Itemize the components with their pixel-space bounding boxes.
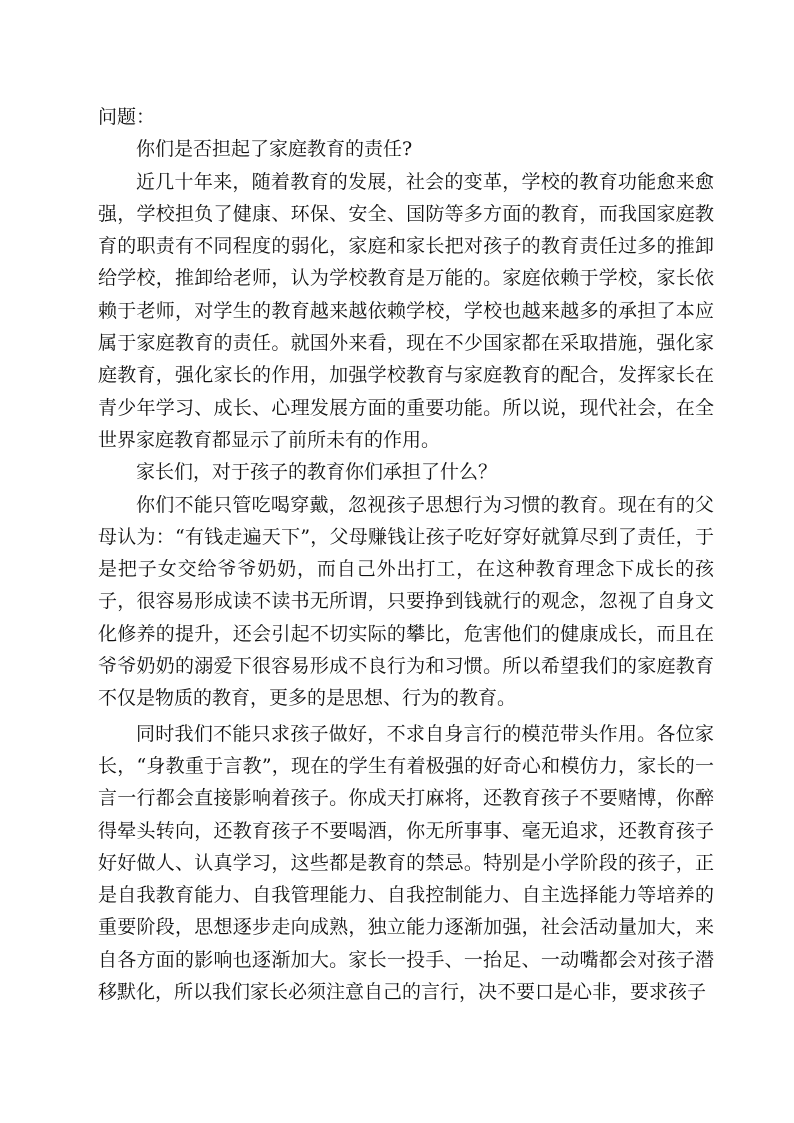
paragraph-question-2: 家长们，对于孩子的教育你们承担了什么？: [136, 461, 498, 484]
section-heading: 问题：: [98, 106, 156, 128]
paragraph-role-model: 同时我们不能只求孩子做好，不求自身言行的模范带头作用。各位家长，“身教重于言教”，现在的学生有着极强的好奇心和模仿力，家长的一言一行都会直接影响着孩子。你成天打麻将，还教育孩子不要赌博，你醉得晕头转向，还教育孩子不要喝酒，你无所事事、毫无追求，还教育孩子好好做人、认真学习，这些都是教育的禁忌。特别是小学阶段的孩子，正是自我教育能力、自我管理能力、自我控制能力、自主选择能力等培养的重要阶段，思想逐步走向成熟，独立能力逐渐加强，社会活动量加大，来自各方面的影响也逐渐加大。家长一投手、一抬足、一动嘴都会对孩子潜移默化，所以我们家长必须注意自己的言行，决不要口是心非，要求孩子: [98, 722, 714, 1004]
paragraph-question-1: 你们是否担起了家庭教育的责任?: [136, 138, 413, 161]
paragraph-school-education: 近几十年来，随着教育的发展，社会的变革，学校的教育功能愈来愈强，学校担负了健康、环保、安全、国防等多方面的教育，而我国家庭教育的职责有不同程度的弱化，家庭和家长把对孩子的教育责任过多的推卸给学校，推卸给老师，认为学校教育是万能的。家庭依赖于学校，家长依赖于老师，对学生的教育越来越依赖学校，学校也越来越多的承担了本应属于家庭教育的责任。就国外来看，现在不少国家都在采取措施，强化家庭教育，强化家长的作用，加强学校教育与家庭教育的配合，发挥家长在青少年学习、成长、心理发展方面的重要功能。所以说，现代社会，在全世界家庭教育都显示了前所未有的作用。: [98, 170, 714, 451]
paragraph-thought-behavior: 你们不能只管吃喝穿戴，忽视孩子思想行为习惯的教育。现在有的父母认为：“有钱走遍天下”，父母赚钱让孩子吃好穿好就算尽到了责任，于是把子女交给爷爷奶奶，而自己外出打工，在这种教育理念下成长的孩子，很容易形成读不读书无所谓，只要挣到钱就行的观念，忽视了自身文化修养的提升，还会引起不切实际的攀比，危害他们的健康成长，而且在爷爷奶奶的溺爱下很容易形成不良行为和习惯。所以希望我们的家庭教育不仅是物质的教育，更多的是思想、行为的教育。: [98, 493, 714, 710]
document-body: [98, 101, 714, 1008]
